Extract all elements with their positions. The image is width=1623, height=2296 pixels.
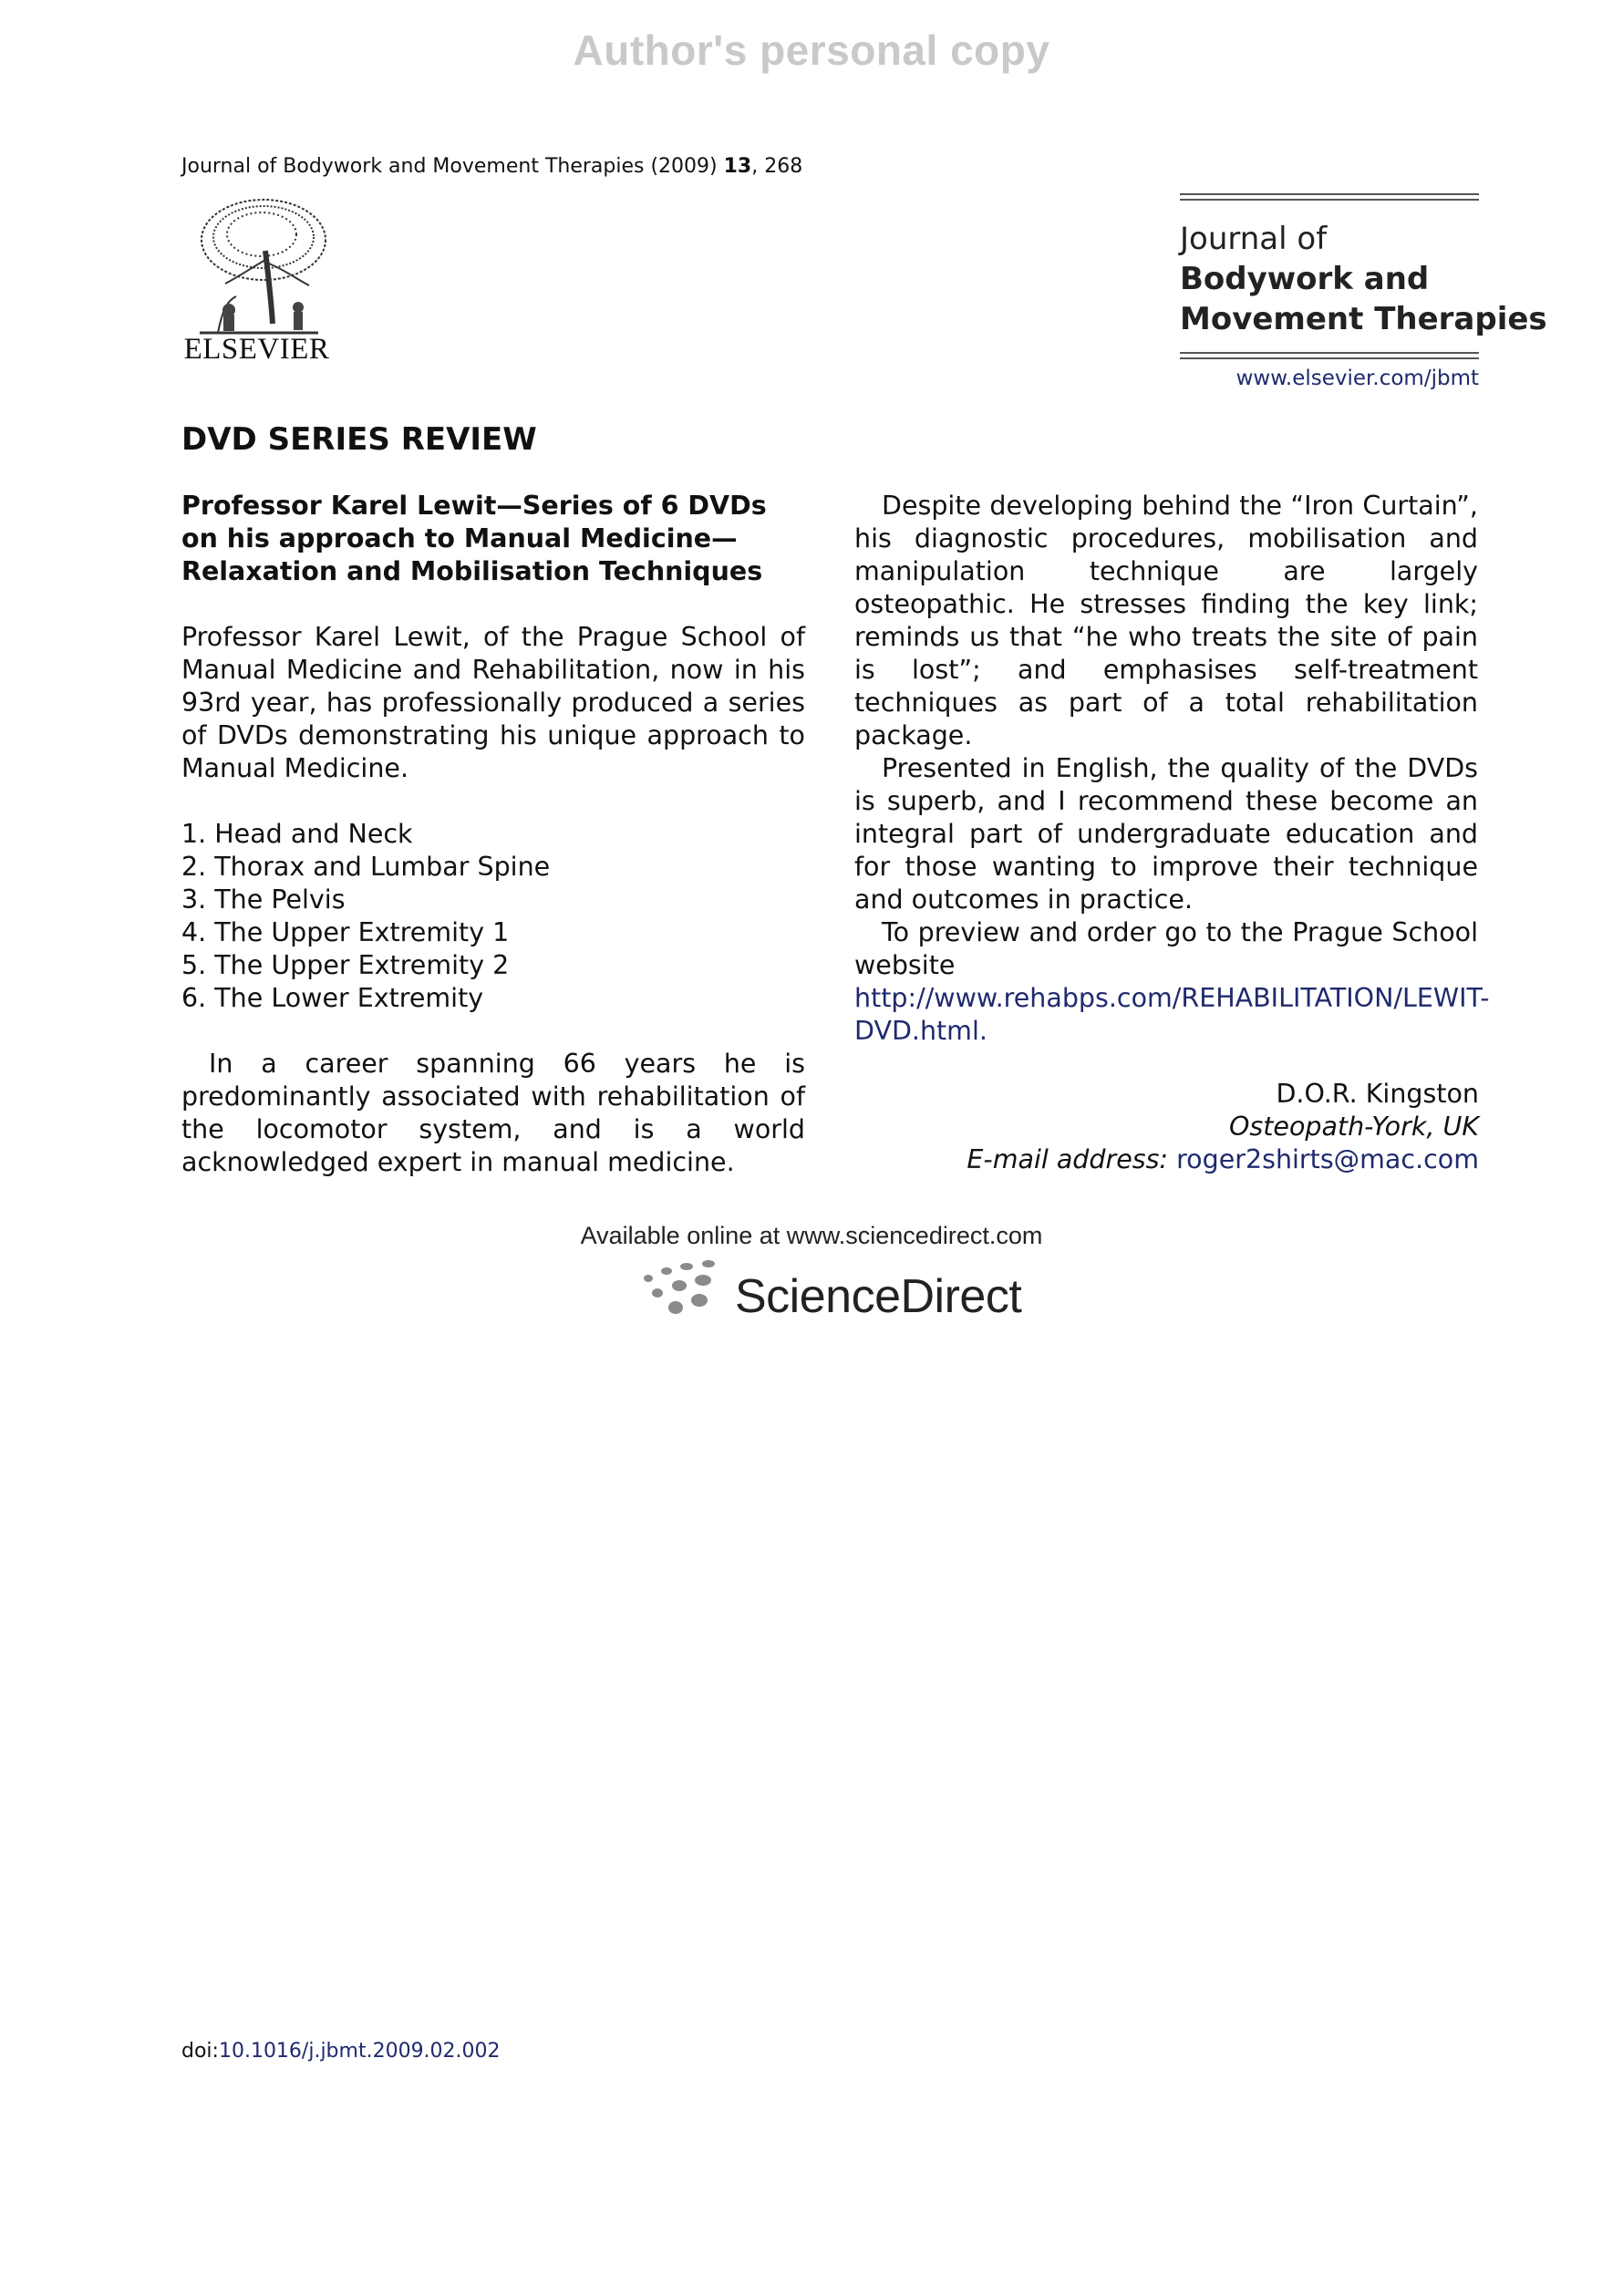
sciencedirect-logo: ScienceDirect	[735, 1270, 1022, 1323]
journal-rule-bottom-2	[1180, 357, 1479, 359]
left-column	[181, 490, 805, 1179]
list-item: 6. The Lower Extremity	[181, 983, 484, 1013]
preview-paragraph	[854, 916, 1490, 1048]
preview-link[interactable]: http://www.rehabps.com/REHABILITATION/LEWIT-DVD.html.	[854, 983, 1490, 1046]
sciencedirect-available: Available online at www.sciencedirect.com	[580, 1222, 1043, 1249]
journal-title-line3: Movement Therapies	[1180, 301, 1547, 337]
citation-pages: , 268	[751, 155, 803, 178]
citation-volume: 13	[723, 155, 752, 178]
journal-title-line2: Bodywork and	[1180, 261, 1430, 297]
english-paragraph: Presented in English, the quality of the DVDs is superb, and I recommend these become an integral part of undergraduate education and for those wanting to improve their technique and outcomes in practice.	[854, 753, 1478, 915]
list-item: 4. The Upper Extremity 1	[181, 917, 510, 947]
career-paragraph: In a career spanning 66 years he is predominantly associated with rehabilitation of the locomotor system, and is a world acknowledged expert in manual medicine.	[181, 1049, 805, 1177]
doi-label: doi:	[181, 2040, 219, 2063]
journal-url-link[interactable]: www.elsevier.com/jbmt	[1235, 367, 1479, 390]
list-item: 2. Thorax and Lumbar Spine	[181, 852, 551, 882]
email-label: E-mail address:	[967, 1144, 1177, 1174]
right-column	[854, 490, 1490, 1048]
list-item: 5. The Upper Extremity 2	[181, 950, 510, 980]
doi-link[interactable]: 10.1016/j.jbmt.2009.02.002	[218, 2040, 501, 2063]
preview-text: To preview and order go to the Prague School website	[854, 917, 1478, 980]
journal-title-line1: Journal of	[1180, 221, 1328, 257]
intro-paragraph: Professor Karel Lewit, of the Prague School of Manual Medicine and Rehabilitation, now in his 93rd year, has professionally produced a series of DVDs demonstrating his unique approach to Manual Medicine.	[181, 622, 805, 783]
journal-title	[1180, 219, 1547, 339]
watermark: Author's personal copy	[573, 26, 1050, 74]
elsevier-wordmark: ELSEVIER	[183, 333, 330, 366]
doi	[181, 2040, 501, 2063]
journal-rule-top-1	[1180, 193, 1479, 195]
dvd-list	[181, 818, 805, 1015]
list-item: 1. Head and Neck	[181, 819, 413, 849]
journal-rule-bottom-1	[1180, 352, 1479, 354]
list-item: 3. The Pelvis	[181, 884, 346, 915]
citation-prefix: Journal of Bodywork and Movement Therapies (2009)	[181, 155, 724, 178]
author-name: D.O.R. Kingston	[1276, 1079, 1479, 1109]
article-title: Professor Karel Lewit—Series of 6 DVDs on his approach to Manual Medicine—Relaxation and Mobilisation Techniques	[181, 491, 767, 586]
email-link[interactable]: roger2shirts@mac.com	[1176, 1144, 1479, 1174]
signature-block	[967, 1078, 1479, 1176]
sciencedirect-dots-icon	[636, 1258, 736, 1322]
journal-citation	[181, 155, 802, 178]
section-heading: DVD SERIES REVIEW	[181, 421, 537, 458]
author-affiliation: Osteopath-York, UK	[1228, 1112, 1479, 1142]
journal-rule-top-2	[1180, 199, 1479, 201]
iron-curtain-paragraph: Despite developing behind the “Iron Curtain”, his diagnostic procedures, mobilisation and manipulation technique are largely osteopathic. He stresses finding the key link; reminds us that “he who treats the site of pain is lost”; and emphasises self-treatment techniques as part of a total rehabilitation package.	[854, 491, 1478, 750]
